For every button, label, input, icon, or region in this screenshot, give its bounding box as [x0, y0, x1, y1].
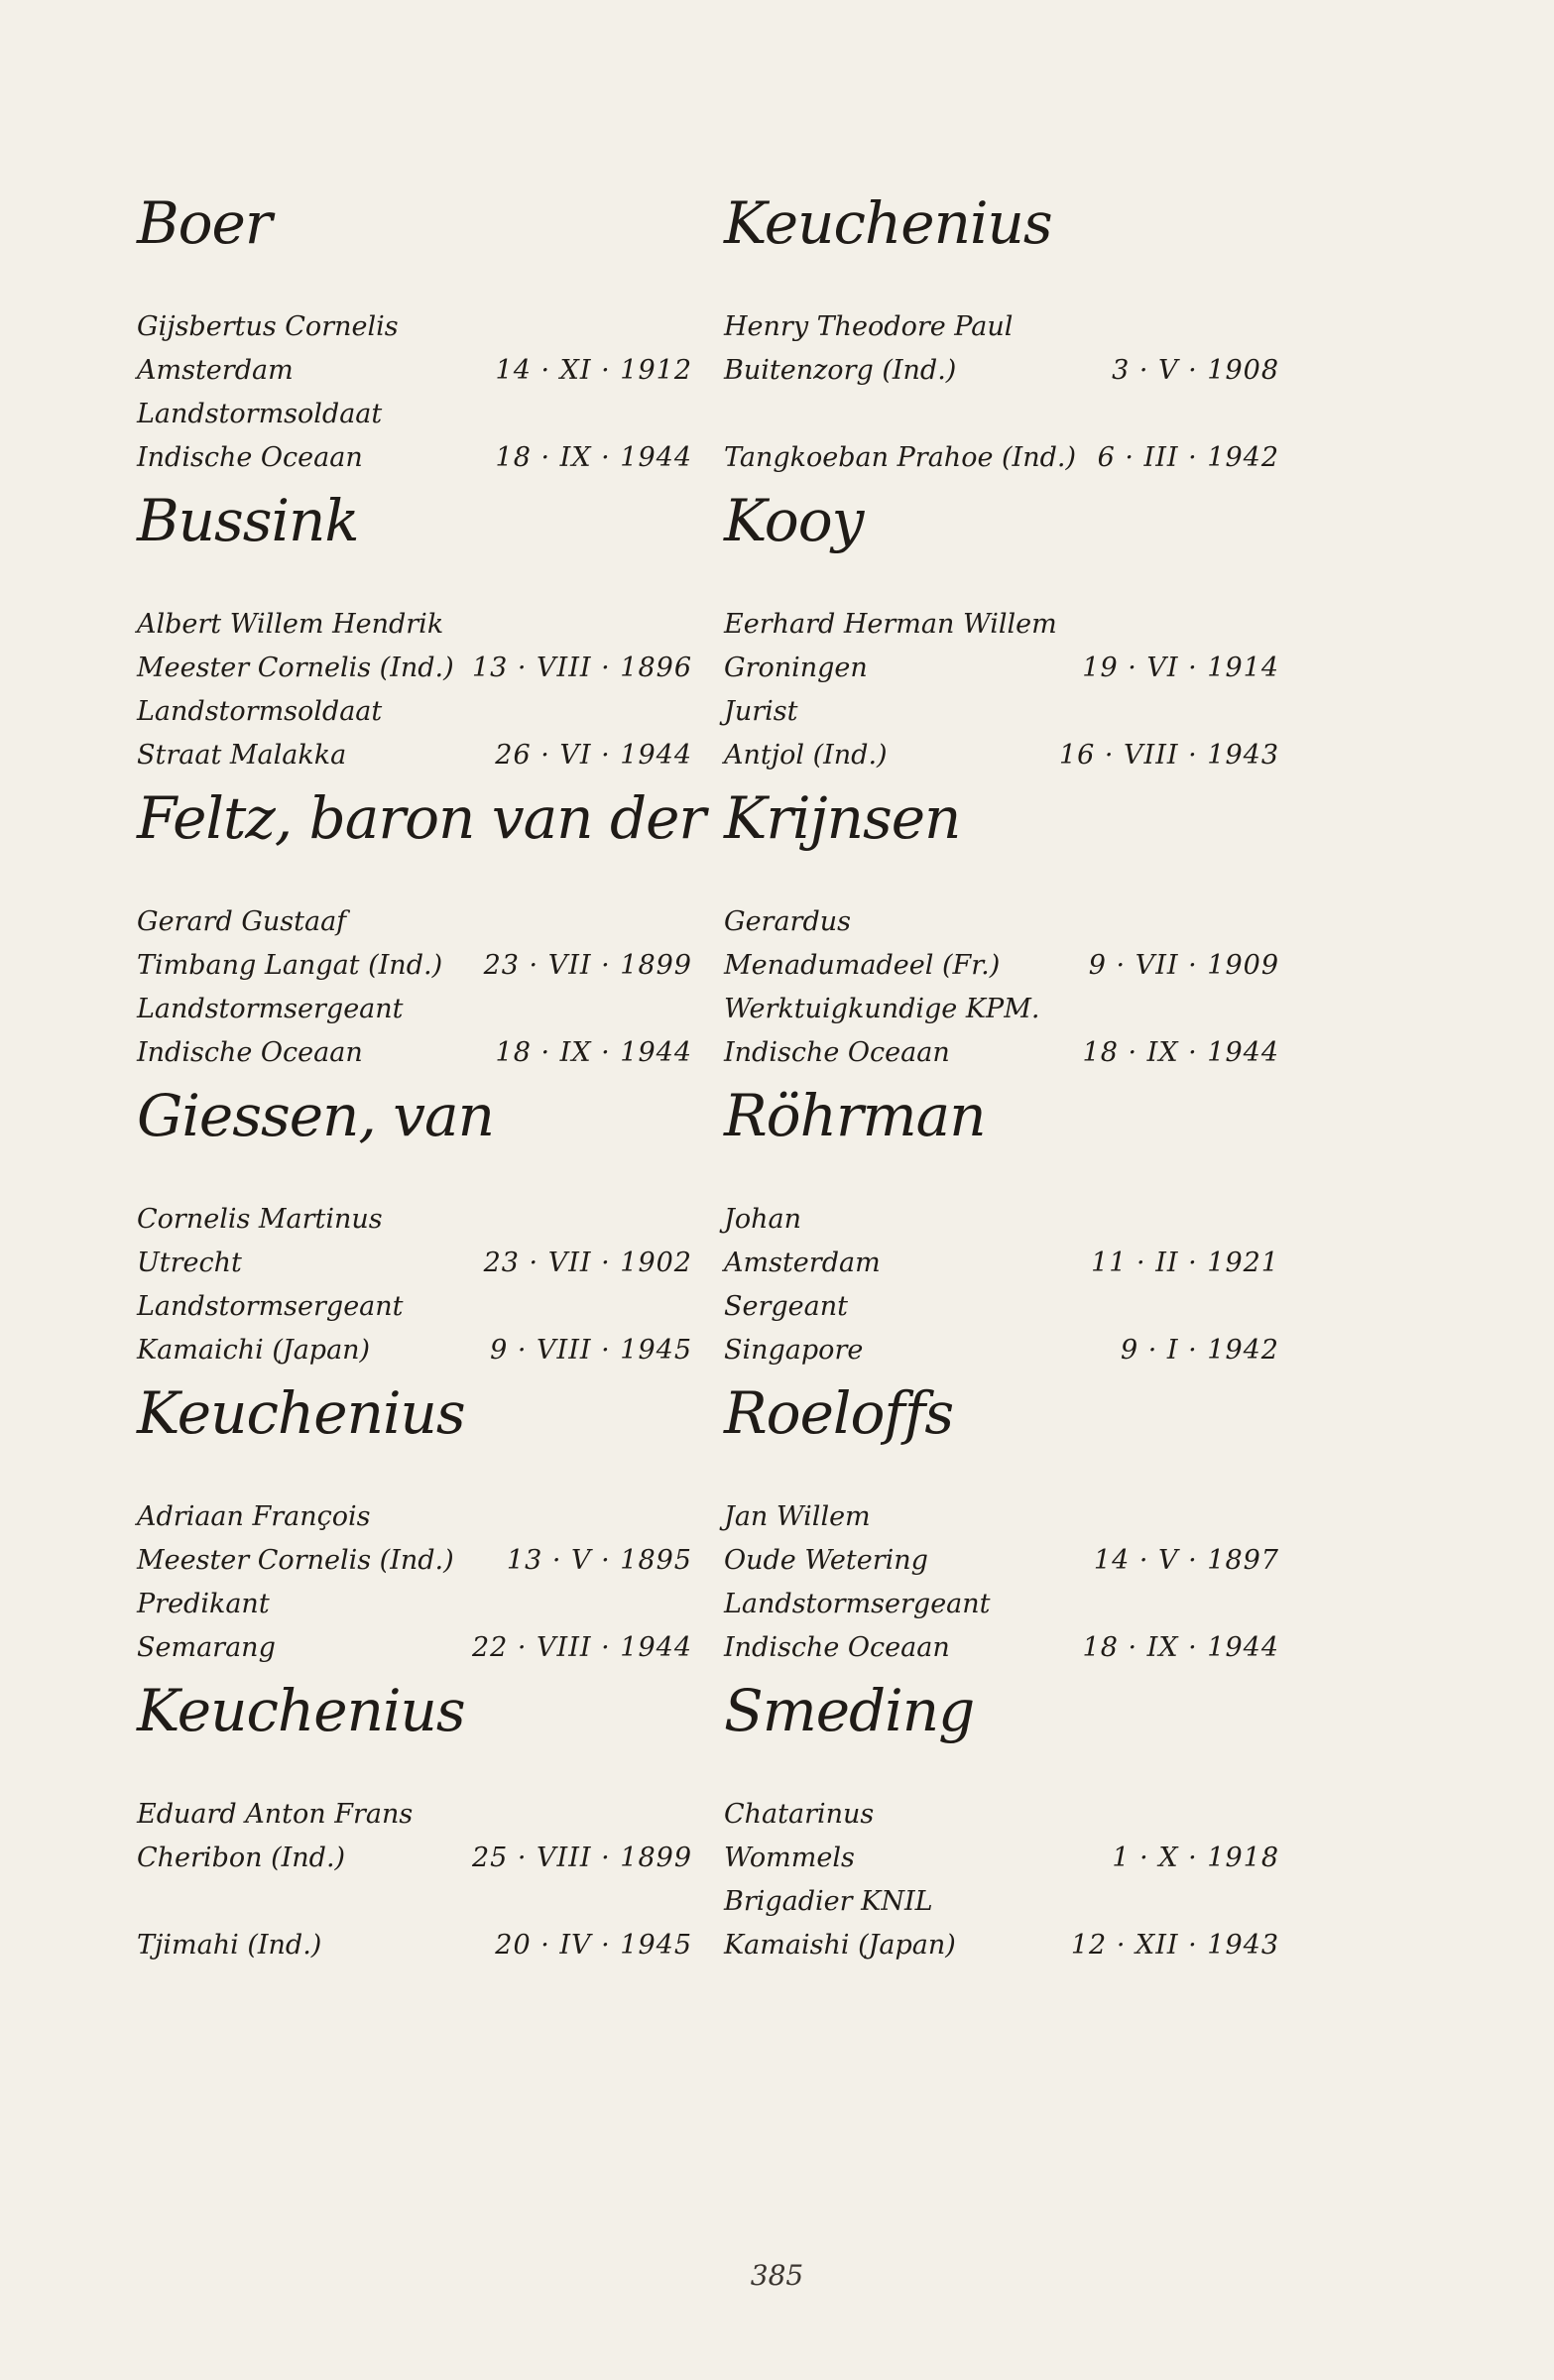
line-date: 18 · IX · 1944	[495, 1037, 692, 1068]
line-label: Jan Willem	[724, 1501, 871, 1532]
line-date: 23 · VII · 1902	[483, 1248, 692, 1278]
entry-line	[137, 1031, 692, 1075]
line-label: Indische Oceaan	[137, 1037, 363, 1068]
line-label: Cheribon (Ind.)	[137, 1843, 346, 1873]
line-label: Gerardus	[724, 906, 851, 937]
entry-line	[137, 1880, 692, 1924]
line-label: Meester Cornelis (Ind.)	[137, 653, 454, 683]
entry-line	[724, 393, 1279, 436]
line-label: Johan	[724, 1204, 801, 1235]
memorial-entry	[724, 1378, 1279, 1676]
entry-line	[137, 349, 692, 393]
entry-line	[724, 349, 1279, 393]
line-label: Landstormsergeant	[137, 1291, 404, 1322]
line-label: Menadumadeel (Fr.)	[724, 950, 1001, 981]
line-date: 18 · IX · 1944	[1082, 1037, 1279, 1068]
page-number: 385	[750, 2259, 804, 2292]
entry-line	[137, 690, 692, 734]
entry-line	[137, 647, 692, 690]
memorial-entry	[137, 486, 692, 783]
entry-line	[137, 734, 692, 777]
memorial-entry	[724, 1081, 1279, 1378]
line-date: 13 · V · 1895	[506, 1545, 692, 1576]
line-date: 6 · III · 1942	[1097, 442, 1279, 473]
entry-line	[137, 900, 692, 944]
memorial-entry	[724, 1676, 1279, 1973]
line-label: Kamaichi (Japan)	[137, 1335, 371, 1366]
surname-heading: Roeloffs	[724, 1379, 954, 1447]
entry-line	[724, 1285, 1279, 1329]
line-label: Landstormsoldaat	[137, 696, 383, 727]
line-label: Timbang Langat (Ind.)	[137, 950, 443, 981]
memorial-entry	[137, 1081, 692, 1378]
entry-line	[137, 1626, 692, 1670]
memorial-entry	[137, 1676, 692, 1973]
line-date: 25 · VIII · 1899	[471, 1843, 692, 1873]
entry-line	[724, 1924, 1279, 1967]
line-label: Indische Oceaan	[724, 1632, 950, 1663]
line-label: Cornelis Martinus	[137, 1204, 383, 1235]
line-date: 12 · XII · 1943	[1070, 1930, 1279, 1961]
entry-line	[724, 1793, 1279, 1837]
line-date: 11 · II · 1921	[1091, 1248, 1279, 1278]
line-date: 16 · VIII · 1943	[1058, 740, 1279, 771]
line-label: Eduard Anton Frans	[137, 1799, 414, 1830]
line-label: Gijsbertus Cornelis	[137, 311, 399, 342]
entry-line	[137, 944, 692, 988]
entry-line	[724, 690, 1279, 734]
line-date: 13 · VIII · 1896	[471, 653, 692, 683]
line-date: 3 · V · 1908	[1112, 355, 1279, 386]
memorial-entry	[137, 188, 692, 486]
left-column	[137, 188, 706, 1973]
line-label: Tjimahi (Ind.)	[137, 1930, 322, 1961]
surname-heading: Keuchenius	[137, 1677, 465, 1744]
line-label: Albert Willem Hendrik	[137, 609, 444, 640]
line-label: Landstormsergeant	[724, 1589, 991, 1619]
entry-line	[137, 1198, 692, 1242]
line-date: 9 · I · 1942	[1120, 1335, 1279, 1366]
entry-line	[724, 734, 1279, 777]
entry-line	[724, 647, 1279, 690]
memorial-entry	[724, 783, 1279, 1081]
entry-line	[137, 1793, 692, 1837]
entry-line	[137, 1539, 692, 1583]
entry-line	[724, 1837, 1279, 1880]
memorial-entry	[724, 188, 1279, 486]
line-label: Semarang	[137, 1632, 276, 1663]
line-date: 1 · X · 1918	[1112, 1843, 1279, 1873]
line-date: 9 · VII · 1909	[1088, 950, 1279, 981]
entry-line	[724, 436, 1279, 480]
line-date: 18 · IX · 1944	[1082, 1632, 1279, 1663]
entry-line	[724, 1198, 1279, 1242]
entry-line	[137, 1329, 692, 1372]
line-label: Landstormsergeant	[137, 994, 404, 1024]
entry-line	[137, 436, 692, 480]
surname-heading: Keuchenius	[724, 189, 1052, 257]
line-label: Landstormsoldaat	[137, 399, 383, 429]
surname-heading: Giessen, van	[137, 1082, 494, 1149]
line-label: Henry Theodore Paul	[724, 311, 1014, 342]
entry-line	[724, 944, 1279, 988]
surname-heading: Röhrman	[724, 1082, 986, 1149]
line-label: Gerard Gustaaf	[137, 906, 347, 937]
line-label: Eerhard Herman Willem	[724, 609, 1057, 640]
line-label: Oude Wetering	[724, 1545, 928, 1576]
entry-line	[724, 1880, 1279, 1924]
surname-heading: Keuchenius	[137, 1379, 465, 1447]
entry-line	[724, 1539, 1279, 1583]
entry-line	[137, 305, 692, 349]
entry-line	[724, 1329, 1279, 1372]
line-label: Adriaan François	[137, 1501, 371, 1532]
line-date: 14 · XI · 1912	[495, 355, 692, 386]
line-label: Kamaishi (Japan)	[724, 1930, 956, 1961]
surname-heading: Boer	[137, 189, 272, 257]
entry-line	[137, 988, 692, 1031]
entry-line	[724, 1626, 1279, 1670]
entry-line	[724, 1242, 1279, 1285]
memorial-entry	[724, 486, 1279, 783]
entry-line	[137, 1924, 692, 1967]
memorial-entry	[137, 1378, 692, 1676]
surname-heading: Smeding	[724, 1677, 975, 1744]
right-column	[724, 188, 1279, 1973]
line-label: Tangkoeban Prahoe (Ind.)	[724, 442, 1076, 473]
line-date: 22 · VIII · 1944	[471, 1632, 692, 1663]
entry-line	[724, 305, 1279, 349]
line-label: Buitenzorg (Ind.)	[724, 355, 957, 386]
entry-line	[137, 1285, 692, 1329]
line-date: 18 · IX · 1944	[495, 442, 692, 473]
surname-heading: Krijnsen	[724, 784, 961, 852]
line-label: Antjol (Ind.)	[724, 740, 888, 771]
entry-line	[724, 900, 1279, 944]
line-label: Indische Oceaan	[137, 442, 363, 473]
line-date: 26 · VI · 1944	[495, 740, 692, 771]
line-label: Jurist	[724, 696, 798, 727]
line-label: Werktuigkundige KPM.	[724, 994, 1040, 1024]
entry-line	[137, 393, 692, 436]
entry-line	[724, 1495, 1279, 1539]
line-label: Amsterdam	[137, 355, 294, 386]
line-label: Wommels	[724, 1843, 855, 1873]
entry-line	[137, 1837, 692, 1880]
entry-line	[137, 1495, 692, 1539]
entry-line	[724, 988, 1279, 1031]
entry-line	[724, 1583, 1279, 1626]
line-label: Groningen	[724, 653, 868, 683]
line-label: Singapore	[724, 1335, 864, 1366]
line-date: 14 · V · 1897	[1093, 1545, 1279, 1576]
line-label: Sergeant	[724, 1291, 848, 1322]
entry-line	[724, 1031, 1279, 1075]
surname-heading: Feltz, baron van der	[137, 784, 706, 852]
entry-line	[137, 1242, 692, 1285]
line-label: Straat Malakka	[137, 740, 347, 771]
entry-line	[137, 1583, 692, 1626]
line-label: Meester Cornelis (Ind.)	[137, 1545, 454, 1576]
line-label: Utrecht	[137, 1248, 242, 1278]
line-label: Indische Oceaan	[724, 1037, 950, 1068]
memorial-entry	[137, 783, 706, 1081]
line-date: 20 · IV · 1945	[495, 1930, 692, 1961]
line-label: Predikant	[137, 1589, 270, 1619]
entry-line	[724, 603, 1279, 647]
entry-line	[137, 603, 692, 647]
line-date: 23 · VII · 1899	[483, 950, 692, 981]
line-label: Amsterdam	[724, 1248, 881, 1278]
surname-heading: Kooy	[724, 487, 864, 554]
line-date: 19 · VI · 1914	[1082, 653, 1279, 683]
line-label: Chatarinus	[724, 1799, 875, 1830]
line-label: Brigadier KNIL	[724, 1886, 933, 1917]
line-date: 9 · VIII · 1945	[490, 1335, 692, 1366]
surname-heading: Bussink	[137, 487, 359, 554]
